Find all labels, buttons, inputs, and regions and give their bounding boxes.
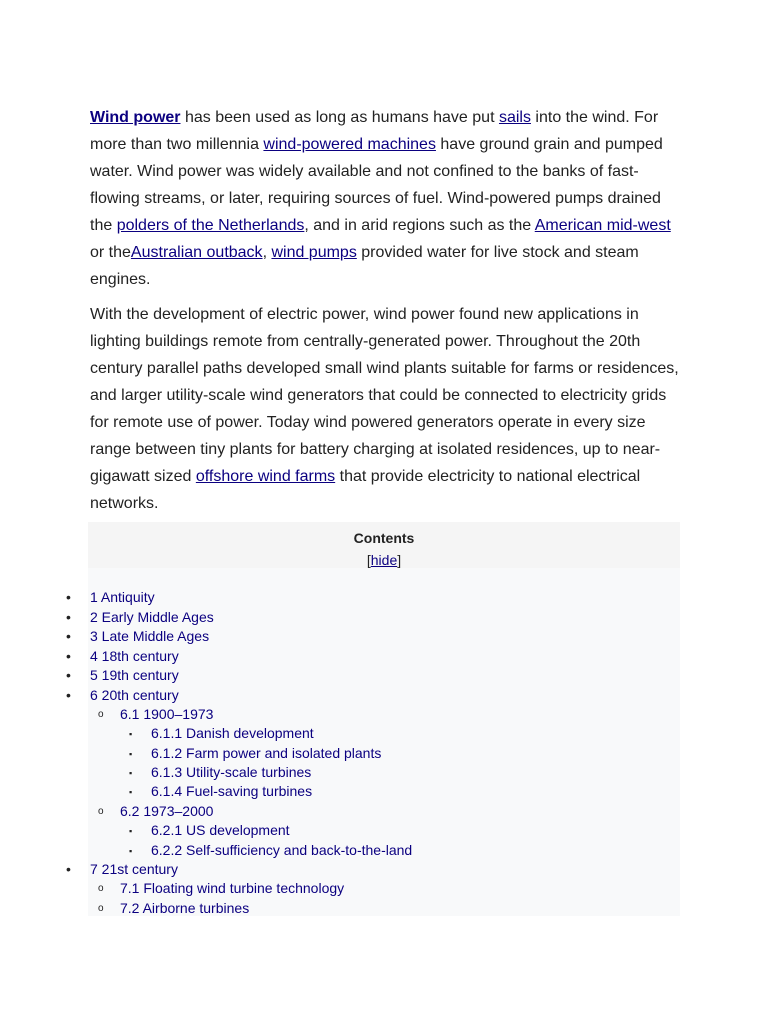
toc-item-21st-century[interactable]: 7 21st century [90,861,178,877]
toc-item-us-development[interactable]: 6.2.1 US development [151,822,290,838]
toc-item-fuel-saving-turbines[interactable]: 6.1.4 Fuel-saving turbines [151,783,313,799]
toc-item-1973-2000[interactable]: 6.2 1973–2000 [120,803,214,819]
hide-link[interactable]: hide [370,552,398,568]
circle-bullet-icon: o [98,903,104,914]
toc-item-antiquity[interactable]: 1 Antiquity [90,589,155,605]
bracket-close: ] [397,552,402,568]
intro-paragraph [90,104,682,293]
square-bullet-icon: ▪ [129,768,133,778]
circle-bullet-icon: o [98,806,104,817]
toc-title: Contents [353,530,415,546]
toc-item-floating-wind-turbine[interactable]: 7.1 Floating wind turbine technology [120,880,345,896]
text-span: , and in arid regions such as the [304,217,535,234]
wind-pumps-link[interactable]: wind pumps [271,244,357,261]
toc-hide-toggle [88,552,680,568]
sails-link[interactable]: sails [498,109,531,126]
toc-item-utility-scale-turbines[interactable]: 6.1.3 Utility-scale turbines [151,764,312,780]
wind-powered-machines-link[interactable]: wind-powered machines [263,136,436,153]
australian-outback-link[interactable]: Australian outback [130,244,263,261]
square-bullet-icon: ▪ [129,826,133,836]
text-span: or the [90,244,131,261]
polders-netherlands-link[interactable]: polders of the Netherlands [116,217,305,234]
text-span: has been used as long as humans have put [180,109,499,126]
square-bullet-icon: ▪ [129,787,133,797]
text-span: into the wind. For more than two millennia [90,109,659,153]
bullet-icon: • [66,589,71,605]
text-span: that provide electricity to national electrical networks. [90,468,641,512]
bracket-open: [ [366,552,371,568]
electric-power-paragraph [90,301,682,517]
toc-item-late-middle-ages[interactable]: 3 Late Middle Ages [90,628,210,644]
bullet-icon: • [66,609,71,625]
text-span: have ground grain and pumped water. Wind power was widely available and not confined to the banks of fast-flowing streams, or later, requiring sources of fuel. Wind-powered pumps drained the [90,136,663,234]
square-bullet-icon: ▪ [129,749,133,759]
toc-item-self-sufficiency[interactable]: 6.2.2 Self-sufficiency and back-to-the-land [151,842,413,858]
bullet-icon: • [66,628,71,644]
toc-item-early-middle-ages[interactable]: 2 Early Middle Ages [90,609,214,625]
toc-item-18th-century[interactable]: 4 18th century [90,648,179,664]
text-span: , [262,244,272,261]
bullet-icon: • [66,667,71,683]
circle-bullet-icon: o [98,883,104,894]
bullet-icon: • [66,861,71,877]
toc-item-airborne-turbines[interactable]: 7.2 Airborne turbines [120,900,250,916]
square-bullet-icon: ▪ [129,846,133,856]
offshore-wind-farms-link[interactable]: offshore wind farms [195,468,336,485]
toc-item-1900-1973[interactable]: 6.1 1900–1973 [120,706,214,722]
toc-item-danish-development[interactable]: 6.1.1 Danish development [151,725,314,741]
circle-bullet-icon: o [98,709,104,720]
american-midwest-link[interactable]: American mid-west [534,217,671,234]
bullet-icon: • [66,648,71,664]
text-span: With the development of electric power, wind power found new applications in lighting buildings remote from centrally-generated power. Throughout the 20th century parallel paths developed small wind plants suitable for farms or residences, and larger utility-scale wind generators that could be connected to electricity grids for remote use of power. Today wind powered generators operate in every size range between tiny plants for battery charging at isolated residences, up to near-gigawatt sized [90,306,679,485]
toc-item-19th-century[interactable]: 5 19th century [90,667,179,683]
text-span: provided water for live stock and steam engines. [90,244,639,288]
square-bullet-icon: ▪ [129,729,133,739]
toc-item-20th-century[interactable]: 6 20th century [90,687,179,703]
bullet-icon: • [66,687,71,703]
toc-item-farm-power[interactable]: 6.1.2 Farm power and isolated plants [151,745,382,761]
wind-power-link[interactable]: Wind power [90,109,181,126]
